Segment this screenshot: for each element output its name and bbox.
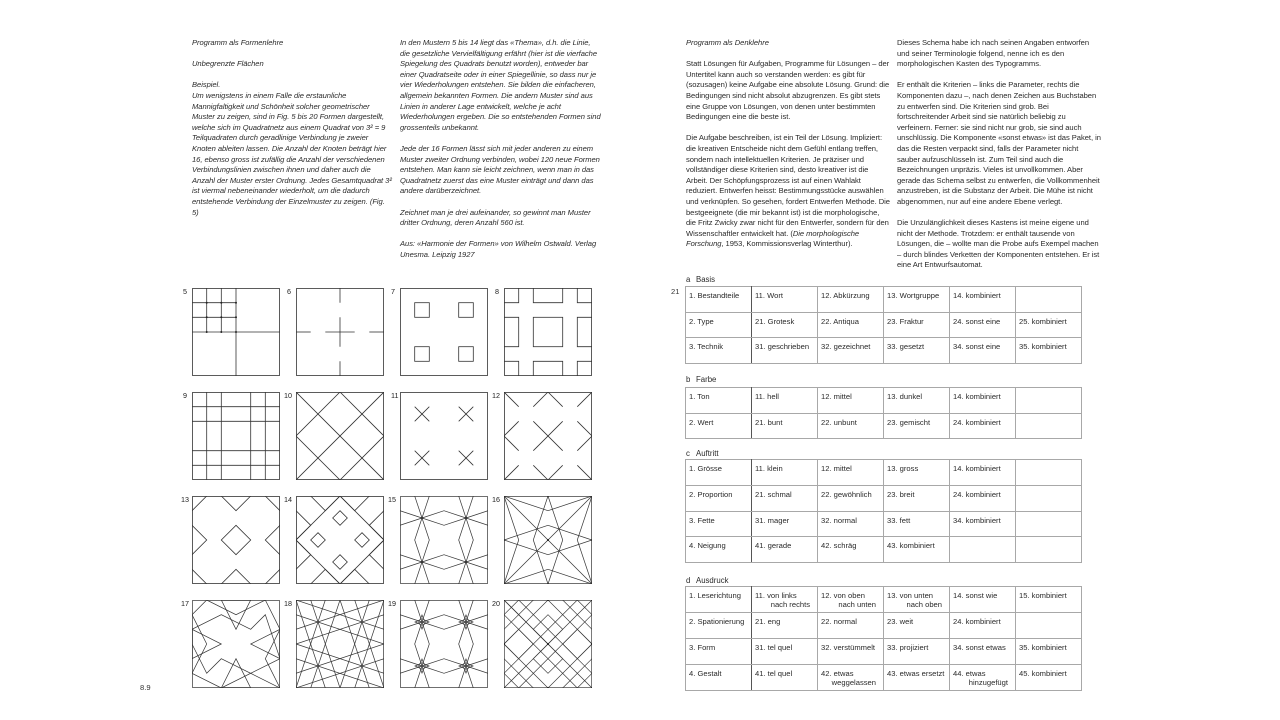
component-cell [1016, 388, 1082, 414]
component-cell: 35. kombiniert [1016, 338, 1082, 364]
table-row [686, 312, 1082, 338]
component-cell: 23. gemischt [884, 413, 950, 439]
body-paragraph: Die Unzulänglichkeit dieses Kastens ist meine eigene und nicht der Methode. Trotzdem: er enthält tausende von Lösungen, die – wollte man die Probe aufs Exempel machen – durch blindes Verketten der Komponenten entstehen. Er ist eine Art Entwurfsautomat. [897, 218, 1100, 270]
component-cell: 14. kombiniert [950, 388, 1016, 414]
figure-number: 7 [391, 287, 395, 296]
component-cell: 33. gesetzt [884, 338, 950, 364]
parameter-cell: 3. Fette [686, 511, 752, 537]
component-cell [1016, 460, 1082, 486]
parameter-cell: 3. Technik [686, 338, 752, 364]
body-paragraph: Dieses Schema habe ich nach seinen Angaben entworfen und seiner Terminologie folgend, nenne ich es den morphologischen Kasten des Typogramms. [897, 38, 1090, 69]
body-paragraph: Statt Lösungen für Aufgaben, Programme für Lösungen – der Untertitel kann auch so verstanden werden: es gibt für (sozusagen) keine Aufgabe eine absolute Lösung. Grund: die Bedingungen sind nicht absolut abzugrenzen. Es gibt stets eine Gruppe von Lösungen, von denen unter bestimmten Bedingungen eine die beste ist. [686, 59, 890, 122]
morph-table-basis [685, 286, 1082, 364]
pattern-figure-12 [504, 392, 592, 480]
section-title: Auftritt [696, 449, 719, 458]
left-column-1 [192, 38, 392, 229]
pattern-figure-18 [296, 600, 384, 688]
figure-number: 18 [284, 599, 292, 608]
component-cell: 31. tel quel [752, 639, 818, 665]
pattern-figure-8 [504, 288, 592, 376]
component-cell: 22. Antiqua [818, 312, 884, 338]
table-row [686, 639, 1082, 665]
diamond-chevron-pattern-icon [192, 496, 280, 584]
section-label-auftritt [686, 449, 719, 458]
example-label: Beispiel. [192, 80, 221, 90]
section-title: Basis [696, 275, 716, 284]
parameter-cell: 1. Grösse [686, 460, 752, 486]
parameter-cell: 1. Ton [686, 388, 752, 414]
table-row [686, 613, 1082, 639]
pattern-figure-20 [504, 600, 592, 688]
pattern-figure-16 [504, 496, 592, 584]
parameter-cell: 2. Wert [686, 413, 752, 439]
pattern-figure-11 [400, 392, 488, 480]
component-cell: 42. etwas weggelassen [818, 665, 884, 691]
section-label-farbe [686, 375, 716, 384]
complex-lattice-pattern-icon [504, 600, 592, 688]
section-letter: a [686, 275, 691, 284]
pattern-figure-19 [400, 600, 488, 688]
pattern-figure-14 [296, 496, 384, 584]
component-cell: 41. tel quel [752, 665, 818, 691]
body-paragraph: Die Aufgabe beschreiben, ist ein Teil der Lösung. Impliziert: die kreativen Entscheide nicht dem Gefühl entlang treffen, sondern nach intellektuellen Kriterien. Je präziser und vollständiger diese Kriterien sind, desto kreativer ist die Arbeit. Der Schöpfungsprozess ist auf einen Wahlakt reduziert. Entwerfen heisst: Bestimmungsstücke auswählen und verknüpfen. So gesehen, fordert Entwerfen Methode. Die bestgeeignete (die mir bekannt ist) ist die morphologische, die Fritz Zwicky zwar nicht für den Entwerfer, sondern für den Wissenschaftler entwickelt hat. (Die morphologische Forschung, 1953, Kommissionsverlag Winterthur). [686, 133, 890, 249]
component-cell: 12. von oben nach unten [818, 587, 884, 613]
pattern-figure-9 [192, 392, 280, 480]
parameter-cell: 2. Proportion [686, 485, 752, 511]
section-title: Ausdruck [696, 576, 729, 585]
component-cell: 32. normal [818, 511, 884, 537]
source-citation: Aus: «Harmonie der Formen» von Wilhelm Ostwald. Verlag Unesma. Leipzig 1927 [400, 239, 597, 259]
figure-number: 5 [183, 287, 187, 296]
component-cell: 24. sonst eine [950, 312, 1016, 338]
parameter-cell: 4. Neigung [686, 537, 752, 563]
component-cell: 33. fett [884, 511, 950, 537]
x-marks-pattern-icon [400, 392, 488, 480]
body-paragraph: Jede der 16 Formen lässt sich mit jeder anderen zu einem Muster zweiter Ordnung verbinden, wobei 120 neue Formen entstehen. Man kann sie leicht zeichnen, wenn man in das Quadratnetz zuerst das eine Muster einträgt und dann das andere darüberzeichnet. [400, 143, 600, 196]
body-paragraph: Zeichnet man je drei aufeinander, so gewinnt man Muster dritter Ordnung, deren Anzahl 560 ist. [400, 207, 591, 228]
section-letter: c [686, 449, 690, 458]
component-cell: 23. Fraktur [884, 312, 950, 338]
section-letter: d [686, 576, 691, 585]
component-cell: 22. normal [818, 613, 884, 639]
squares-pattern-icon [400, 288, 488, 376]
table-row [686, 338, 1082, 364]
octagon-star-pattern-icon [504, 496, 592, 584]
parameter-cell: 1. Leserichtung [686, 587, 752, 613]
component-cell [1016, 287, 1082, 313]
component-cell: 23. breit [884, 485, 950, 511]
plaid-pattern-icon [192, 392, 280, 480]
table-row [686, 511, 1082, 537]
morph-table-auftritt [685, 459, 1082, 563]
body-paragraph: Er enthält die Kriterien – links die Parameter, rechts die Komponenten dazu –, nach denen Zeichen aus Buchstaben zu entwerfen sind. Die Kriterien sind grob. Bei fortschreitender Arbeit sind sie natürlich beliebig zu verfeinern. Ferner: sie sind nicht nur grob, sie sind auch unschlüssig. Die Komponente «sonst etwas» ist das Paket, in das die Resten verpackt sind, falls der Parameter nicht sauber aufzuschlüsseln ist. Zum Teil sind auch die Bezeichnungen unpräzis. Vieles ist unvollkommen. Aber gerade das Schema selbst zu entwerfen, die Vollkommenheit anzustreben, ist die Substanz der Arbeit. Die Mühe ist nicht abgenommen, nur auf eine andere Ebene verlegt. [897, 80, 1101, 206]
figure-number: 14 [284, 495, 292, 504]
component-cell: 11. Wort [752, 287, 818, 313]
component-cell [1016, 485, 1082, 511]
component-cell: 14. kombiniert [950, 460, 1016, 486]
parameter-cell: 1. Bestandteile [686, 287, 752, 313]
eight-point-star-pattern-icon [400, 600, 488, 688]
figure-number: 13 [181, 495, 189, 504]
star-ray-pattern-icon [400, 496, 488, 584]
right-column-1 [686, 38, 891, 260]
left-column-2 [400, 38, 602, 271]
section-subheading: Unbegrenzte Flächen [192, 59, 264, 69]
table-row [686, 287, 1082, 313]
lattice-pattern-icon [504, 288, 592, 376]
figure-number: 8 [495, 287, 499, 296]
component-cell: 21. bunt [752, 413, 818, 439]
component-cell: 13. von unten nach oben [884, 587, 950, 613]
component-cell [950, 537, 1016, 563]
component-cell: 24. kombiniert [950, 413, 1016, 439]
cross-pattern-icon [296, 288, 384, 376]
component-cell [1016, 511, 1082, 537]
component-cell: 11. hell [752, 388, 818, 414]
pattern-figure-10 [296, 392, 384, 480]
grid-pattern-icon [192, 288, 280, 376]
pattern-figure-13 [192, 496, 280, 584]
broken-diagonal-pattern-icon [504, 392, 592, 480]
pattern-figure-5 [192, 288, 280, 376]
component-cell: 14. kombiniert [950, 287, 1016, 313]
component-cell: 21. eng [752, 613, 818, 639]
component-cell: 11. von links nach rechts [752, 587, 818, 613]
parameter-cell: 2. Spationierung [686, 613, 752, 639]
section-heading: Programm als Formenlehre [192, 38, 284, 47]
table-row [686, 413, 1082, 439]
component-cell: 32. gezeichnet [818, 338, 884, 364]
component-cell [1016, 413, 1082, 439]
pattern-figure-15 [400, 496, 488, 584]
figure-number: 10 [284, 391, 292, 400]
component-cell: 43. kombiniert [884, 537, 950, 563]
component-cell: 23. weit [884, 613, 950, 639]
component-cell: 22. gewöhnlich [818, 485, 884, 511]
pattern-figure-17 [192, 600, 280, 688]
component-cell: 13. dunkel [884, 388, 950, 414]
section-letter: b [686, 375, 691, 384]
figure-number-21: 21 [671, 287, 680, 296]
figure-number: 11 [391, 391, 399, 400]
component-cell: 12. Abkürzung [818, 287, 884, 313]
table-row [686, 388, 1082, 414]
section-title: Farbe [696, 375, 717, 384]
morph-table-farbe [685, 387, 1082, 439]
figure-number: 12 [492, 391, 500, 400]
body-text: Die Aufgabe beschreiben, ist ein Teil der Lösung. Impliziert: die kreativen Entscheide nicht dem Gefühl entlang treffen, sondern nach intellektuellen Kriterien. Je präziser und vollständiger diese Kriterien sind, desto kreativer ist die Arbeit. Der Schöpfungsprozess ist auf einen Wahlakt reduziert. Entwerfen heisst: Bestimmungsstücke auswählen und verknüpfen. So gesehen, fordert Entwerfen Methode. Die bestgeeignete (die mir bekannt ist) ist die morphologische, die Fritz Zwicky zwar nicht für den Entwerfer, sondern für den Wissenschaftler entwickelt hat. [686, 133, 890, 238]
component-cell [1016, 537, 1082, 563]
component-cell: 33. projiziert [884, 639, 950, 665]
component-cell: 31. mager [752, 511, 818, 537]
figure-number: 17 [181, 599, 189, 608]
component-cell: 13. gross [884, 460, 950, 486]
component-cell: 24. kombiniert [950, 485, 1016, 511]
component-cell: 42. schräg [818, 537, 884, 563]
figure-number: 19 [388, 599, 396, 608]
figure-number: 20 [492, 599, 500, 608]
citation-title: Die morphologische Forschung [686, 228, 860, 249]
figure-number: 6 [287, 287, 291, 296]
body-paragraph: Um wenigstens in einem Falle die erstaunliche Mannigfaltigkeit und Schönheit solcher geometrischer Muster zu zeigen, sind in Fig. 5 bis 20 Formen dargestellt, welche sich im Quadratnetz aus einem Quadrat von 3² = 9 Teilquadraten durch geradlinige Verbindung je zweier Knoten ableiten lassen. Die Anzahl der Knoten beträgt hier 16, ebenso gross ist zufällig die Anzahl der verschiedenen Verbindungslinien zwischen ihnen und daher auch die Anzahl der Muster erster Ordnung. Jedes Gesamtquadrat 3² ist viermal nebeneinander wiederholt, um die dadurch entstehende Verbindung der Einzelmuster zu zeigen. (Fig. 5) [192, 90, 392, 217]
figure-number: 9 [183, 391, 187, 400]
component-cell: 14. sonst wie [950, 587, 1016, 613]
component-cell: 35. kombiniert [1016, 639, 1082, 665]
component-cell: 15. kombiniert [1016, 587, 1082, 613]
woven-star-pattern-icon [296, 600, 384, 688]
pattern-figure-7 [400, 288, 488, 376]
figure-number: 16 [492, 495, 500, 504]
component-cell: 24. kombiniert [950, 613, 1016, 639]
morph-table-ausdruck [685, 586, 1082, 691]
pattern-figure-6 [296, 288, 384, 376]
component-cell: 11. klein [752, 460, 818, 486]
table-row [686, 665, 1082, 691]
component-cell: 34. sonst etwas [950, 639, 1016, 665]
section-heading: Programm als Denklehre [686, 38, 769, 47]
component-cell: 22. unbunt [818, 413, 884, 439]
parameter-cell: 4. Gestalt [686, 665, 752, 691]
table-row [686, 537, 1082, 563]
section-label-ausdruck [686, 576, 729, 585]
right-column-2 [897, 38, 1102, 282]
component-cell [1016, 613, 1082, 639]
component-cell: 32. verstümmelt [818, 639, 884, 665]
component-cell: 41. gerade [752, 537, 818, 563]
citation-detail: , 1953, Kommissionsverlag Winterthur). [721, 239, 853, 249]
component-cell: 12. mittel [818, 388, 884, 414]
component-cell: 31. geschrieben [752, 338, 818, 364]
page-number: 8.9 [140, 683, 151, 692]
component-cell: 13. Wortgruppe [884, 287, 950, 313]
component-cell: 45. kombiniert [1016, 665, 1082, 691]
rosette-pattern-icon [192, 600, 280, 688]
table-row [686, 485, 1082, 511]
component-cell: 21. Grotesk [752, 312, 818, 338]
diamond-lattice-icon [296, 392, 384, 480]
table-row [686, 460, 1082, 486]
component-cell: 25. kombiniert [1016, 312, 1082, 338]
component-cell: 34. sonst eine [950, 338, 1016, 364]
parameter-cell: 3. Form [686, 639, 752, 665]
component-cell: 43. etwas ersetzt [884, 665, 950, 691]
component-cell: 12. mittel [818, 460, 884, 486]
table-row [686, 587, 1082, 613]
parameter-cell: 2. Type [686, 312, 752, 338]
component-cell: 44. etwas hinzugefügt [950, 665, 1016, 691]
body-paragraph: In den Mustern 5 bis 14 liegt das «Thema», d.h. die Linie, die gesetzliche Vervielfältigung erfährt (hier ist die vierfache Spiegelung des Quadrats benutzt worden), entweder bar einer Quadratseite oder in einer Spiegellinie, so dass nur je vier Wiederholungen entstehen. Sie bilden die einfacheren, allgemein bekannten Formen. Die andern Muster sind aus Linien in anderer Lage entwickelt, welche je acht Wiederholungen ergeben. Die so entstehenden Formen sind grossenteils unbekannt. [400, 38, 601, 132]
component-cell: 34. kombiniert [950, 511, 1016, 537]
figure-number: 15 [388, 495, 396, 504]
interlaced-diamond-pattern-icon [296, 496, 384, 584]
section-label-basis [686, 275, 715, 284]
component-cell: 21. schmal [752, 485, 818, 511]
